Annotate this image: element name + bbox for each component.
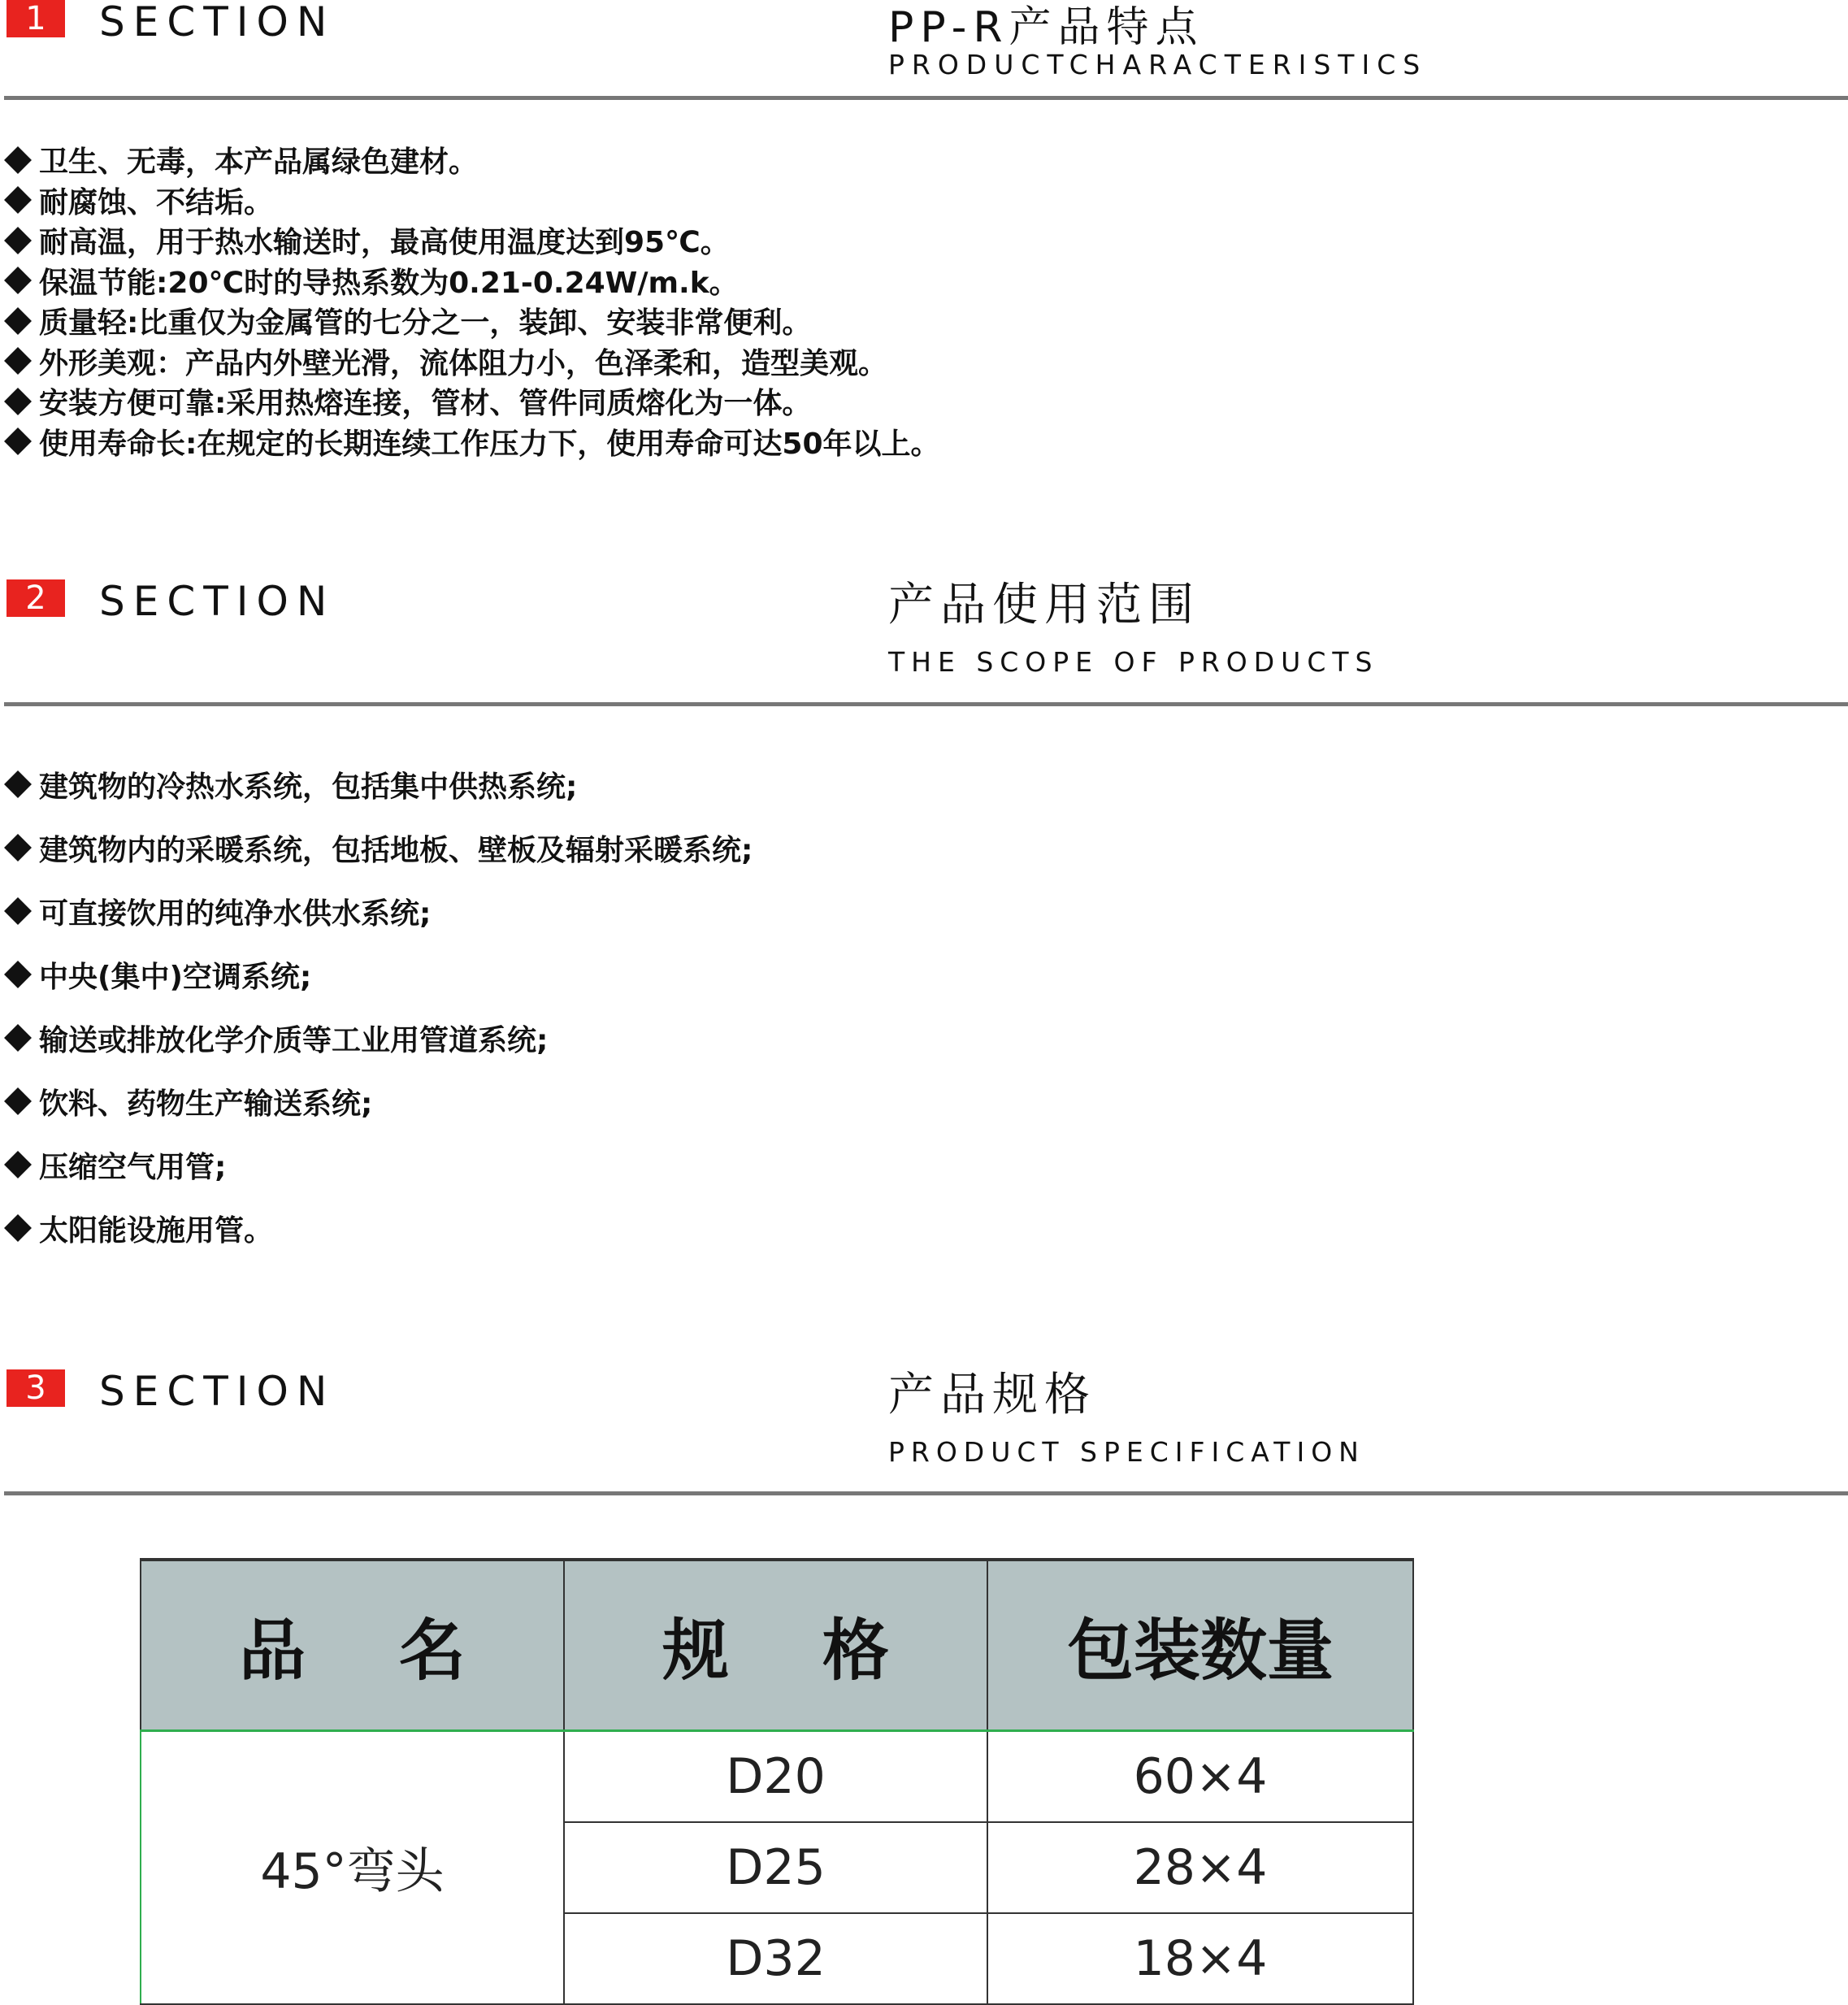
section-label: SECTION — [99, 0, 336, 46]
list-item: 建筑物的冷热水系统，包括集中供热系统; — [0, 753, 753, 816]
list-item: 建筑物内的采暖系统，包括地板、壁板及辐射采暖系统; — [0, 816, 753, 879]
diamond-bullet-icon — [4, 267, 32, 294]
quantity-cell: 60×4 — [987, 1731, 1413, 1823]
column-header-quantity: 包装数量 — [987, 1560, 1413, 1731]
diamond-bullet-icon — [4, 388, 32, 415]
list-item: 太阳能设施用管。 — [0, 1196, 753, 1260]
section-title-en: PRODUCTCHARACTERISTICS — [888, 49, 1428, 80]
list-item: 输送或排放化学介质等工业用管道系统; — [0, 1006, 753, 1070]
diamond-bullet-icon — [4, 307, 32, 335]
section-label: SECTION — [99, 1368, 336, 1415]
list-item: 耐高温，用于热水输送时，最高使用温度达到95℃。 — [0, 220, 940, 261]
diamond-bullet-icon — [4, 146, 32, 174]
section-number-badge: 3 — [7, 1369, 65, 1407]
section-title-en: PRODUCT SPECIFICATION — [888, 1436, 1365, 1468]
spec-cell: D32 — [564, 1913, 987, 2004]
spec-cell: D20 — [564, 1731, 987, 1823]
section-divider — [4, 702, 1848, 706]
diamond-bullet-icon — [4, 186, 32, 214]
column-header-name: 品名 — [141, 1560, 564, 1731]
column-header-spec: 规格 — [564, 1560, 987, 1731]
section-title-cn: 产品规格 — [888, 1369, 1096, 1421]
diamond-bullet-icon — [4, 1151, 32, 1178]
diamond-bullet-icon — [4, 961, 32, 988]
list-item: 可直接饮用的纯净水供水系统; — [0, 879, 753, 943]
section-number-badge: 2 — [7, 579, 65, 617]
list-item: 外形美观：产品内外壁光滑，流体阻力小，色泽柔和，造型美观。 — [0, 341, 940, 382]
diamond-bullet-icon — [4, 834, 32, 861]
list-item: 使用寿命长:在规定的长期连续工作压力下，使用寿命可达50年以上。 — [0, 422, 940, 462]
section-number-badge: 1 — [7, 0, 65, 37]
list-item: 中央(集中)空调系统; — [0, 943, 753, 1006]
diamond-bullet-icon — [4, 897, 32, 925]
section-title-cn: PP-R产品特点 — [888, 3, 1204, 52]
diamond-bullet-icon — [4, 227, 32, 254]
list-item: 耐腐蚀、不结垢。 — [0, 180, 940, 221]
list-item: 卫生、无毒，本产品属绿色建材。 — [0, 140, 940, 180]
quantity-cell: 28×4 — [987, 1822, 1413, 1913]
list-item: 安装方便可靠:采用热熔连接，管材、管件同质熔化为一体。 — [0, 381, 940, 422]
list-item: 压缩空气用管; — [0, 1133, 753, 1196]
table-header-row — [141, 1560, 1413, 1731]
product-name-cell: 45°弯头 — [141, 1731, 564, 2005]
table-row — [141, 1731, 1413, 1823]
diamond-bullet-icon — [4, 1087, 32, 1115]
diamond-bullet-icon — [4, 1214, 32, 1242]
section-title-cn: 产品使用范围 — [888, 579, 1200, 631]
list-item: 质量轻:比重仅为金属管的七分之一，装卸、安装非常便利。 — [0, 301, 940, 341]
diamond-bullet-icon — [4, 347, 32, 375]
section-divider — [4, 1491, 1848, 1495]
list-item: 饮料、药物生产输送系统; — [0, 1070, 753, 1133]
diamond-bullet-icon — [4, 1024, 32, 1052]
diamond-bullet-icon — [4, 770, 32, 798]
diamond-bullet-icon — [4, 427, 32, 455]
section-divider — [4, 96, 1848, 100]
list-item: 保温节能:20℃时的导热系数为0.21-0.24W/m.k。 — [0, 261, 940, 302]
scope-list — [0, 753, 753, 1260]
section-label: SECTION — [99, 578, 336, 625]
section-title-en: THE SCOPE OF PRODUCTS — [888, 646, 1379, 678]
spec-cell: D25 — [564, 1822, 987, 1913]
characteristics-list — [0, 140, 940, 462]
spec-table — [140, 1558, 1414, 2005]
quantity-cell: 18×4 — [987, 1913, 1413, 2004]
